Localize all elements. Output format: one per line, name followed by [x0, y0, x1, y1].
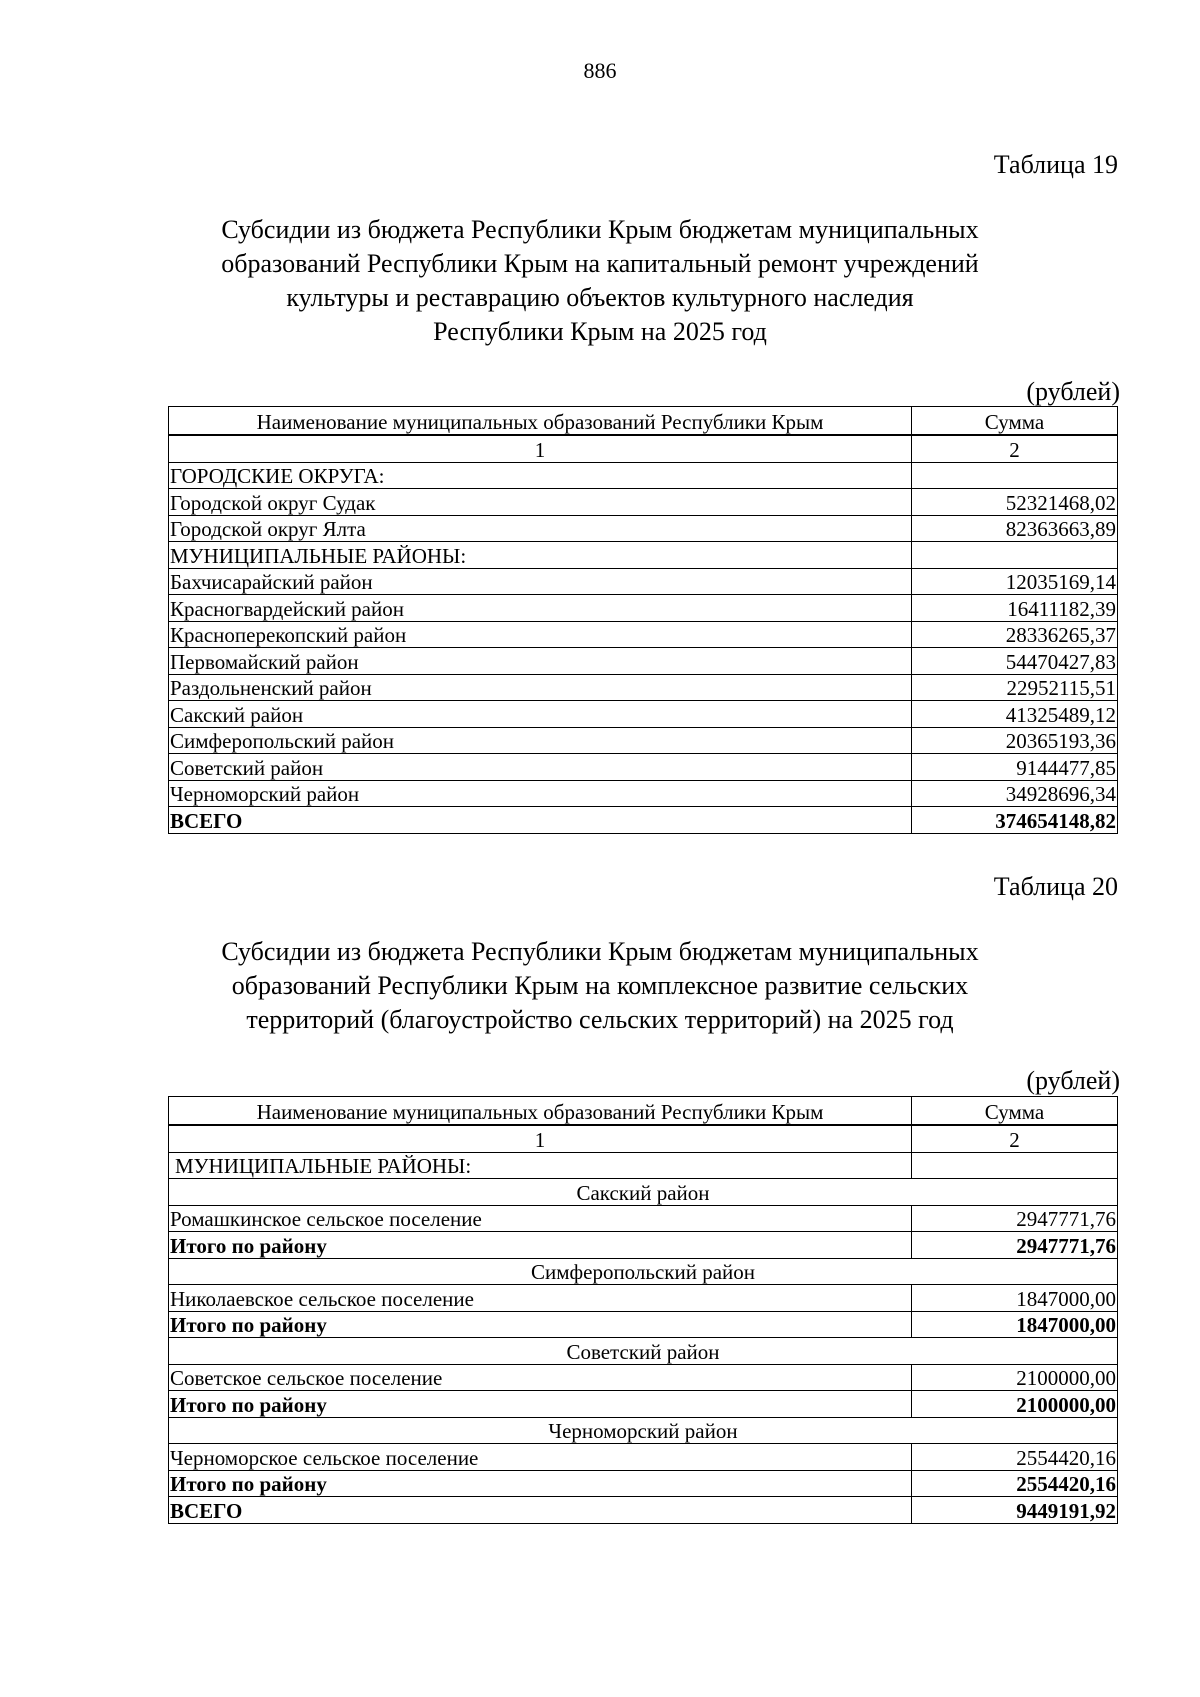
table-header: [169, 1097, 1118, 1126]
section-row: [169, 462, 1118, 489]
header-sum: Сумма: [912, 407, 1118, 436]
row-sum: 41325489,12: [912, 701, 1118, 728]
title-line: Республики Крым на 2025 год: [433, 317, 767, 346]
district-name: Советский район: [169, 1338, 1118, 1365]
district-row: [169, 1338, 1118, 1365]
row-name: Красногвардейский район: [169, 595, 912, 622]
subtotal-row: [169, 1391, 1118, 1418]
subtotal-row: [169, 1311, 1118, 1338]
table-row: [169, 648, 1118, 675]
page-number: 886: [583, 58, 617, 83]
settlement-sum: 2947771,76: [912, 1205, 1118, 1232]
column-numbers-row: [169, 435, 1118, 462]
total-sum: 374654148,82: [912, 807, 1118, 834]
title-line: Субсидии из бюджета Республики Крым бюджетам муниципальных: [221, 937, 979, 966]
row-name: Сакский район: [169, 701, 912, 728]
section-label: МУНИЦИПАЛЬНЫЕ РАЙОНЫ:: [169, 1152, 912, 1179]
table-row: [169, 595, 1118, 622]
row-sum: 82363663,89: [912, 515, 1118, 542]
table-row: [169, 1205, 1118, 1232]
empty-cell: [912, 542, 1118, 569]
table-row: [169, 568, 1118, 595]
table-19: [168, 406, 1118, 834]
table-row: [169, 515, 1118, 542]
table-19-title: [150, 213, 1050, 349]
row-name: Городской округ Судак: [169, 489, 912, 516]
table-row: [169, 674, 1118, 701]
table-row: [169, 621, 1118, 648]
row-name: Симферопольский район: [169, 727, 912, 754]
subtotal-label: Итого по району: [169, 1232, 912, 1259]
row-sum: 54470427,83: [912, 648, 1118, 675]
header-sum: Сумма: [912, 1097, 1118, 1126]
row-sum: 20365193,36: [912, 727, 1118, 754]
settlement-name: Ромашкинское сельское поселение: [169, 1205, 912, 1232]
table-20-title: [150, 935, 1050, 1037]
row-sum: 16411182,39: [912, 595, 1118, 622]
subtotal-row: [169, 1232, 1118, 1259]
total-sum: 9449191,92: [912, 1497, 1118, 1524]
table-row: [169, 1444, 1118, 1471]
settlement-name: Черноморское сельское поселение: [169, 1444, 912, 1471]
title-line: образований Республики Крым на комплексное развитие сельских: [231, 971, 969, 1000]
title-line: культуры и реставрацию объектов культурного наследия: [286, 283, 914, 312]
total-label: ВСЕГО: [169, 1497, 912, 1524]
column-numbers-row: [169, 1125, 1118, 1152]
row-sum: 22952115,51: [912, 674, 1118, 701]
subtotal-sum: 1847000,00: [912, 1311, 1118, 1338]
table-row: [169, 701, 1118, 728]
row-sum: 12035169,14: [912, 568, 1118, 595]
header-name: Наименование муниципальных образований Республики Крым: [169, 407, 912, 436]
subtotal-label: Итого по району: [169, 1391, 912, 1418]
subtotal-label: Итого по району: [169, 1311, 912, 1338]
table-row: [169, 754, 1118, 781]
settlement-name: Николаевское сельское поселение: [169, 1285, 912, 1312]
district-row: [169, 1417, 1118, 1444]
table-row: [169, 1364, 1118, 1391]
empty-cell: [912, 462, 1118, 489]
subtotal-sum: 2100000,00: [912, 1391, 1118, 1418]
row-sum: 9144477,85: [912, 754, 1118, 781]
table-row: [169, 1285, 1118, 1312]
table-19-label: Таблица 19: [993, 150, 1118, 179]
column-number: 1: [169, 435, 912, 462]
table-20: [168, 1096, 1118, 1524]
district-row: [169, 1258, 1118, 1285]
subtotal-sum: 2554420,16: [912, 1470, 1118, 1497]
subtotal-sum: 2947771,76: [912, 1232, 1118, 1259]
district-row: [169, 1179, 1118, 1206]
row-sum: 34928696,34: [912, 780, 1118, 807]
settlement-sum: 2554420,16: [912, 1444, 1118, 1471]
total-label: ВСЕГО: [169, 807, 912, 834]
section-label: ГОРОДСКИЕ ОКРУГА:: [169, 462, 912, 489]
settlement-sum: 1847000,00: [912, 1285, 1118, 1312]
column-number: 2: [912, 1125, 1118, 1152]
total-row: [169, 807, 1118, 834]
section-label: МУНИЦИПАЛЬНЫЕ РАЙОНЫ:: [169, 542, 912, 569]
row-name: Черноморский район: [169, 780, 912, 807]
header-name: Наименование муниципальных образований Республики Крым: [169, 1097, 912, 1126]
title-line: территорий (благоустройство сельских территорий) на 2025 год: [246, 1005, 954, 1034]
row-sum: 28336265,37: [912, 621, 1118, 648]
table-row: [169, 780, 1118, 807]
row-name: Бахчисарайский район: [169, 568, 912, 595]
section-row: [169, 542, 1118, 569]
table-20-label: Таблица 20: [993, 872, 1118, 901]
section-row: [169, 1152, 1118, 1179]
row-name: Советский район: [169, 754, 912, 781]
district-name: Симферопольский район: [169, 1258, 1118, 1285]
row-name: Красноперекопский район: [169, 621, 912, 648]
total-row: [169, 1497, 1118, 1524]
settlement-sum: 2100000,00: [912, 1364, 1118, 1391]
title-line: Субсидии из бюджета Республики Крым бюджетам муниципальных: [221, 215, 979, 244]
row-name: Городской округ Ялта: [169, 515, 912, 542]
subtotal-label: Итого по району: [169, 1470, 912, 1497]
table-header: [169, 407, 1118, 436]
district-name: Сакский район: [169, 1179, 1118, 1206]
empty-cell: [912, 1152, 1118, 1179]
title-line: образований Республики Крым на капитальный ремонт учреждений: [221, 249, 979, 278]
row-sum: 52321468,02: [912, 489, 1118, 516]
subtotal-row: [169, 1470, 1118, 1497]
table-row: [169, 489, 1118, 516]
row-name: Раздольненский район: [169, 674, 912, 701]
settlement-name: Советское сельское поселение: [169, 1364, 912, 1391]
row-name: Первомайский район: [169, 648, 912, 675]
table-19-units: (рублей): [1026, 377, 1120, 406]
table-row: [169, 727, 1118, 754]
column-number: 2: [912, 435, 1118, 462]
column-number: 1: [169, 1125, 912, 1152]
table-20-units: (рублей): [1026, 1066, 1120, 1095]
district-name: Черноморский район: [169, 1417, 1118, 1444]
